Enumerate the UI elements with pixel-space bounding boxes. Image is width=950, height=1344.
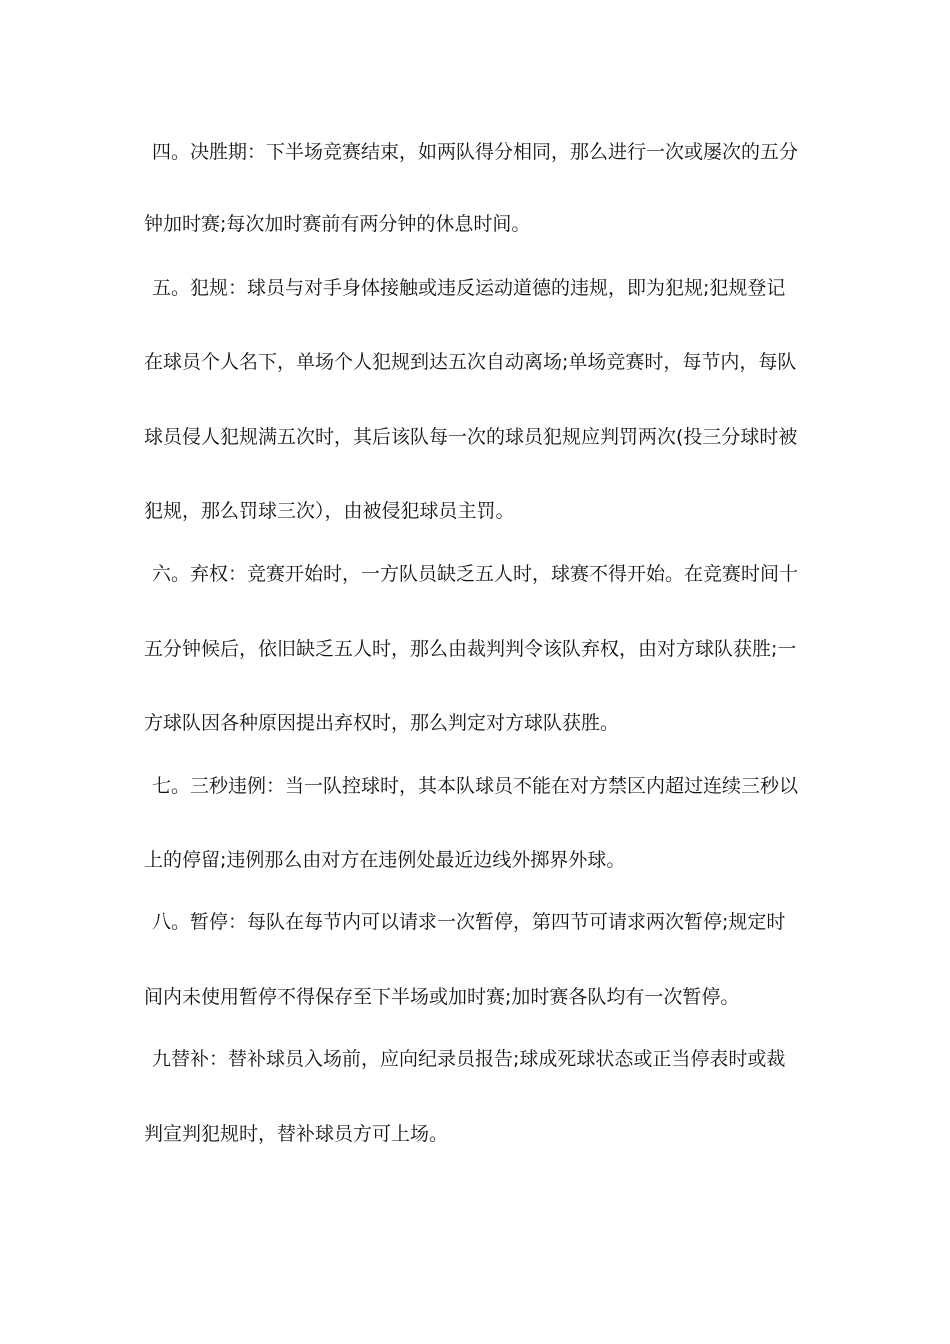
rule-7-line-2: 上的停留;违例那么由对方在违例处最近边线外掷界外球。	[144, 849, 626, 871]
rule-8-line-2: 间内未使用暂停不得保存至下半场或加时赛;加时赛各队均有一次暂停。	[144, 986, 740, 1008]
rule-6-line-1: 六。弃权：竞赛开始时，一方队员缺乏五人时，球赛不得开始。在竞赛时间十	[152, 563, 799, 585]
rule-5-line-3: 球员侵人犯规满五次时，其后该队每一次的球员犯规应判罚两次(投三分球时被	[144, 426, 798, 448]
rule-6-line-3: 方球队因各种原因提出弃权时，那么判定对方球队获胜。	[144, 712, 620, 734]
rule-4-line-2: 钟加时赛;每次加时赛前有两分钟的休息时间。	[144, 213, 531, 235]
rule-5-line-4: 犯规，那么罚球三次），由被侵犯球员主罚。	[144, 500, 515, 522]
rule-9-line-2: 判宣判犯规时，替补球员方可上场。	[144, 1123, 449, 1145]
rule-7-line-1: 七。三秒违例：当一队控球时，其本队球员不能在对方禁区内超过连续三秒以	[152, 775, 799, 797]
rule-6-line-2: 五分钟候后，依旧缺乏五人时，那么由裁判判令该队弃权，由对方球队获胜;一	[144, 638, 797, 660]
rule-4-line-1: 四。决胜期：下半场竞赛结束，如两队得分相同，那么进行一次或屡次的五分	[152, 141, 799, 163]
rule-9-line-1: 九替补：替补球员入场前，应向纪录员报告;球成死球状态或正当停表时或裁	[152, 1048, 786, 1070]
rule-8-line-1: 八。暂停：每队在每节内可以请求一次暂停，第四节可请求两次暂停;规定时	[152, 911, 786, 933]
rule-5-line-2: 在球员个人名下，单场个人犯规到达五次自动离场;单场竞赛时，每节内，每队	[144, 351, 797, 373]
rule-5-line-1: 五。犯规：球员与对手身体接触或违反运动道德的违规，即为犯规;犯规登记	[152, 277, 786, 299]
